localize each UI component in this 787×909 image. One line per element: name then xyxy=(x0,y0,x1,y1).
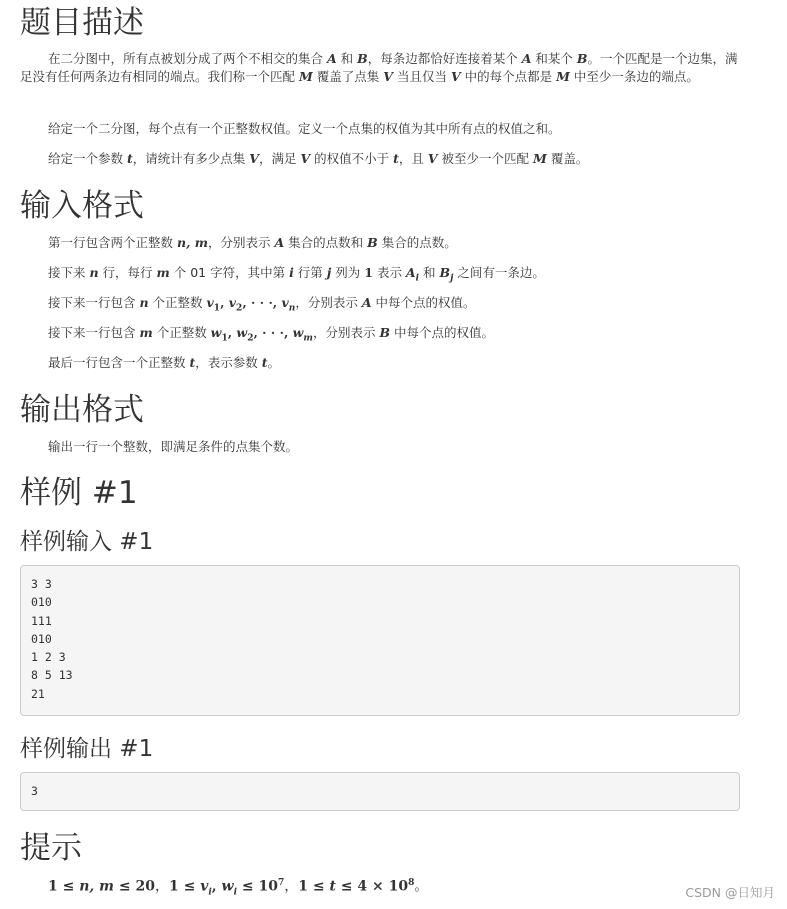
description-paragraph-3: 给定一个参数 t，请统计有多少点集 V，满足 V 的权值不小于 t，且 V 被至少一个匹配 M 覆盖。 xyxy=(48,151,589,166)
sample-heading: 样例 #1 xyxy=(20,475,138,511)
description-heading: 题目描述 xyxy=(20,5,144,41)
sample-output-code-block[interactable]: 3 xyxy=(20,772,740,811)
input-format-heading: 输入格式 xyxy=(20,188,144,224)
csdn-watermark: CSDN @日知月 xyxy=(685,885,775,900)
description-paragraph-1: 在二分图中，所有点被划分成了两个不相交的集合 A 和 B，每条边都恰好连接着某个 A 和某个 B。一个匹配是一个边集，满足没有任何两条边有相同的端点。我们称一个匹配 M 覆盖了点集 V 当且仅当 V 中的每个点都是 M 中至少一条边的端点。 xyxy=(20,51,738,84)
hint-heading: 提示 xyxy=(20,830,82,866)
input-format-line-2: 接下来 n 行，每行 m 个 01 字符，其中第 i 行第 j 列为 1 表示 $A_i$ 和 $B_j$ 之间有一条边。 xyxy=(48,265,545,284)
sample-input-heading: 样例输入 #1 xyxy=(20,529,154,555)
input-format-line-3: 接下来一行包含 n 个正整数 $v_1$, $v_2$, · · ·, $v_n$，分别表示 A 中每个点的权值。 xyxy=(48,295,476,314)
input-format-line-1: 第一行包含两个正整数 n, m，分别表示 A 集合的点数和 B 集合的点数。 xyxy=(48,235,457,250)
sample-input-code-block[interactable]: 3 3 010 111 010 1 2 3 8 5 13 21 xyxy=(20,565,740,716)
description-paragraph-2: 给定一个二分图，每个点有一个正整数权值。定义一个点集的权值为其中所有点的权值之和。 xyxy=(48,121,561,136)
hint-constraints: 1 ≤ n, m ≤ 20，$1 \le v_i$, $w_i \le 10^7$，$1 \le t \le 4 \times 10^8$。 xyxy=(48,878,429,898)
sample-output-heading: 样例输出 #1 xyxy=(20,736,154,762)
output-format-heading: 输出格式 xyxy=(20,392,144,428)
input-format-line-4: 接下来一行包含 m 个正整数 $w_1$, $w_2$, · · ·, $w_m$，分别表示 B 中每个点的权值。 xyxy=(48,325,494,344)
output-format-text: 输出一行一个整数，即满足条件的点集个数。 xyxy=(48,439,299,454)
input-format-line-5: 最后一行包含一个正整数 t，表示参数 t。 xyxy=(48,355,281,370)
